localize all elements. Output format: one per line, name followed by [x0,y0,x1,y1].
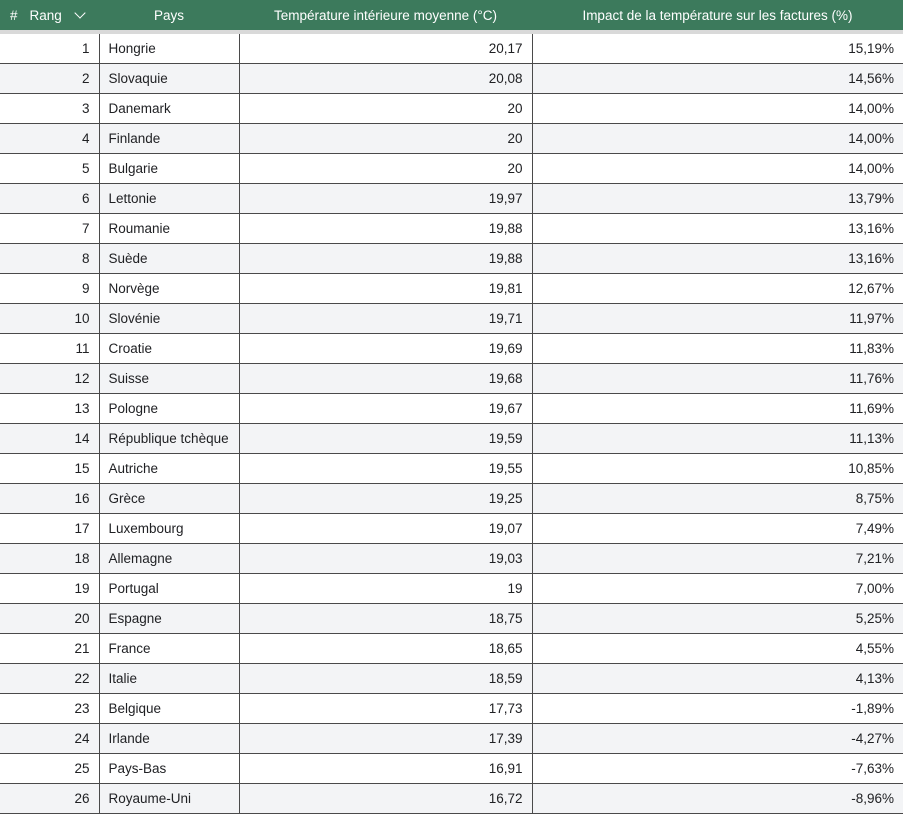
country-cell: Portugal [99,574,239,604]
country-cell: Pays-Bas [99,754,239,784]
column-header-rank[interactable] [0,0,99,32]
country-cell: Danemark [99,94,239,124]
rank-cell: 13 [0,394,99,424]
temperature-cell: 19,07 [239,514,532,544]
country-cell: Royaume-Uni [99,784,239,814]
temperature-cell: 16,91 [239,754,532,784]
impact-cell: 10,85% [532,454,903,484]
table-row [0,394,903,424]
country-cell: Autriche [99,454,239,484]
temperature-cell: 18,59 [239,664,532,694]
rank-cell: 19 [0,574,99,604]
temperature-cell: 19,68 [239,364,532,394]
impact-cell: 13,16% [532,244,903,274]
table-row [0,574,903,604]
rank-cell: 24 [0,724,99,754]
temperature-cell: 19,25 [239,484,532,514]
temperature-cell: 20,17 [239,32,532,64]
impact-cell: 11,13% [532,424,903,454]
rank-cell: 4 [0,124,99,154]
rank-cell: 25 [0,754,99,784]
temperature-cell: 20 [239,124,532,154]
country-cell: Slovénie [99,304,239,334]
hash-label: # [10,7,18,23]
table-row [0,184,903,214]
table-row [0,724,903,754]
table-row [0,544,903,574]
table-header [0,0,903,32]
country-cell: Roumanie [99,214,239,244]
temperature-cell: 18,75 [239,604,532,634]
table-row [0,364,903,394]
impact-cell: 8,75% [532,484,903,514]
country-cell: Suisse [99,364,239,394]
temperature-cell: 20 [239,94,532,124]
rank-cell: 2 [0,64,99,94]
rank-cell: 17 [0,514,99,544]
country-cell: Bulgarie [99,154,239,184]
impact-cell: 4,55% [532,634,903,664]
country-cell: Pologne [99,394,239,424]
impact-cell: 12,67% [532,274,903,304]
table-row [0,64,903,94]
temperature-cell: 19,69 [239,334,532,364]
table-row [0,604,903,634]
country-cell: Lettonie [99,184,239,214]
column-header-impact[interactable]: Impact de la température sur les factures (%) [532,0,903,32]
rank-cell: 18 [0,544,99,574]
rank-cell: 15 [0,454,99,484]
rank-cell: 3 [0,94,99,124]
impact-cell: -7,63% [532,754,903,784]
impact-cell: 14,00% [532,94,903,124]
rank-cell: 20 [0,604,99,634]
table-row [0,784,903,814]
table-row [0,94,903,124]
table-row [0,664,903,694]
table-row [0,514,903,544]
rank-cell: 7 [0,214,99,244]
rank-cell: 16 [0,484,99,514]
table-row [0,274,903,304]
country-cell: Irlande [99,724,239,754]
impact-cell: 13,79% [532,184,903,214]
country-cell: Croatie [99,334,239,364]
temperature-cell: 18,65 [239,634,532,664]
country-cell: Luxembourg [99,514,239,544]
rank-cell: 22 [0,664,99,694]
table-row [0,304,903,334]
table-body [0,32,903,814]
temperature-cell: 17,73 [239,694,532,724]
table-row [0,424,903,454]
impact-cell: 7,21% [532,544,903,574]
temperature-cell: 19,81 [239,274,532,304]
temperature-cell: 20 [239,154,532,184]
table-row [0,214,903,244]
rank-cell: 9 [0,274,99,304]
country-cell: Allemagne [99,544,239,574]
header-row [0,0,903,32]
table-row [0,454,903,484]
impact-cell: 14,00% [532,154,903,184]
table-row [0,32,903,64]
table-row [0,484,903,514]
column-header-country[interactable]: Pays [99,0,239,32]
rank-cell: 26 [0,784,99,814]
impact-cell: 11,97% [532,304,903,334]
impact-cell: -4,27% [532,724,903,754]
impact-cell: -1,89% [532,694,903,724]
temperature-cell: 16,72 [239,784,532,814]
rank-cell: 11 [0,334,99,364]
table-row [0,634,903,664]
country-cell: Belgique [99,694,239,724]
country-cell: Suède [99,244,239,274]
impact-cell: 15,19% [532,32,903,64]
impact-cell: 4,13% [532,664,903,694]
temperature-cell: 19 [239,574,532,604]
temperature-cell: 19,97 [239,184,532,214]
impact-cell: 11,76% [532,364,903,394]
rank-cell: 21 [0,634,99,664]
rank-cell: 14 [0,424,99,454]
temperature-cell: 19,67 [239,394,532,424]
impact-cell: 13,16% [532,214,903,244]
impact-cell: 11,83% [532,334,903,364]
impact-cell: 7,00% [532,574,903,604]
country-cell: République tchèque [99,424,239,454]
country-cell: Grèce [99,484,239,514]
rank-cell: 1 [0,32,99,64]
impact-cell: 11,69% [532,394,903,424]
chevron-down-icon[interactable] [74,7,85,18]
rank-cell: 5 [0,154,99,184]
country-cell: Finlande [99,124,239,154]
temperature-cell: 19,71 [239,304,532,334]
country-cell: Hongrie [99,32,239,64]
column-header-temperature[interactable]: Température intérieure moyenne (°C) [239,0,532,32]
impact-cell: -8,96% [532,784,903,814]
country-cell: Espagne [99,604,239,634]
temperature-cell: 17,39 [239,724,532,754]
impact-cell: 14,56% [532,64,903,94]
table-row [0,334,903,364]
country-cell: Norvège [99,274,239,304]
table-row [0,694,903,724]
temperature-cell: 19,59 [239,424,532,454]
impact-cell: 7,49% [532,514,903,544]
rank-cell: 10 [0,304,99,334]
table-row [0,754,903,784]
rank-cell: 6 [0,184,99,214]
rank-cell: 12 [0,364,99,394]
temperature-cell: 19,88 [239,244,532,274]
country-cell: Slovaquie [99,64,239,94]
rank-label: Rang [29,7,62,23]
country-cell: Italie [99,664,239,694]
temperature-cell: 19,55 [239,454,532,484]
rank-cell: 23 [0,694,99,724]
table-row [0,244,903,274]
temperature-cell: 20,08 [239,64,532,94]
rank-cell: 8 [0,244,99,274]
country-cell: France [99,634,239,664]
temperature-cell: 19,03 [239,544,532,574]
temperature-cell: 19,88 [239,214,532,244]
impact-cell: 14,00% [532,124,903,154]
table-row [0,154,903,184]
table-row [0,124,903,154]
impact-cell: 5,25% [532,604,903,634]
